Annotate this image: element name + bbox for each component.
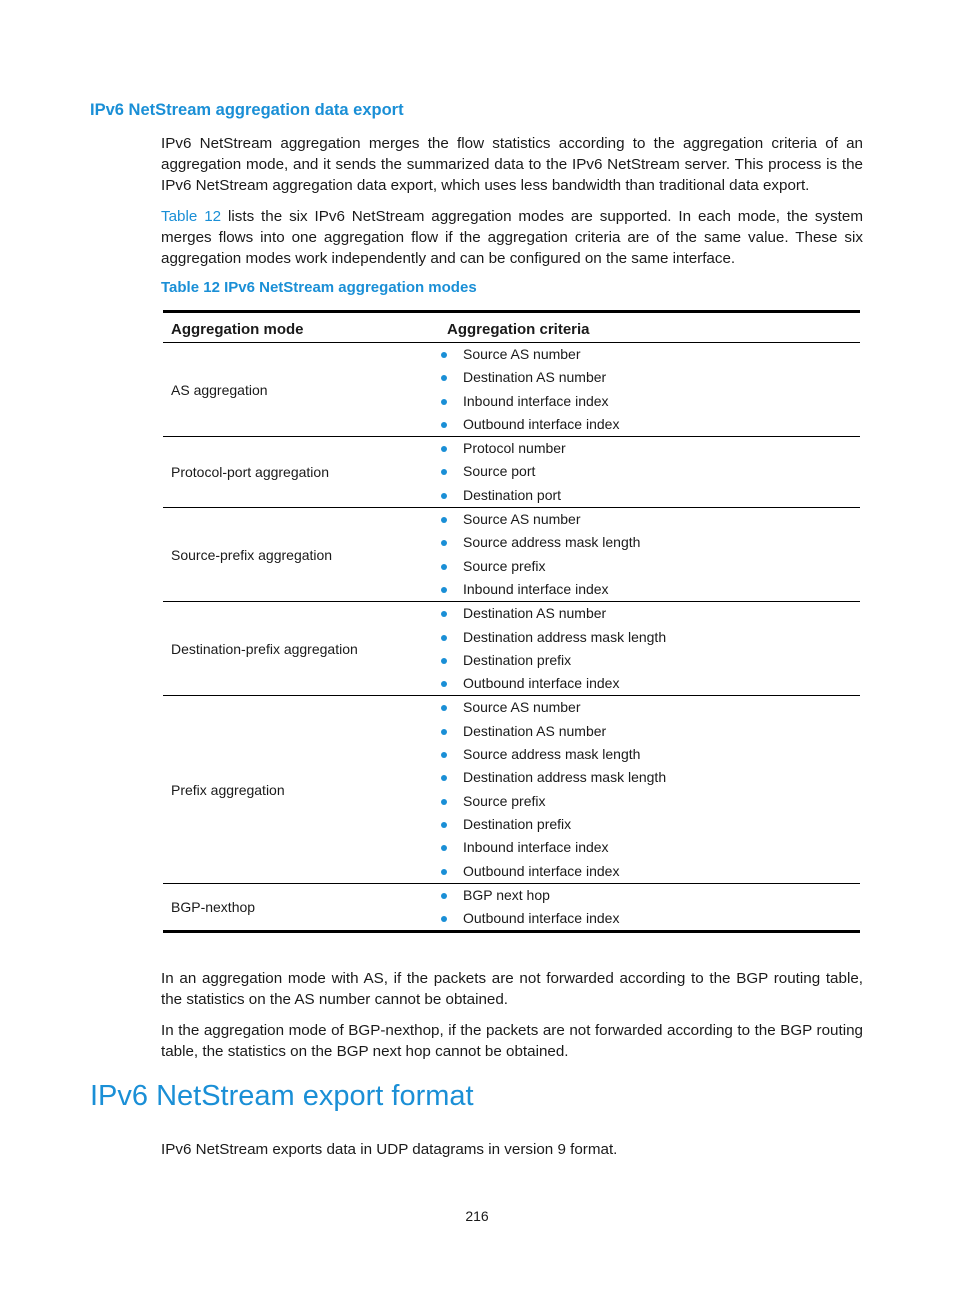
export-format-paragraph: IPv6 NetStream exports data in UDP datagrams in version 9 format. <box>161 1141 618 1158</box>
aggregation-mode-cell: Protocol-port aggregation <box>163 437 439 508</box>
table-row <box>163 437 860 508</box>
criteria-list <box>439 343 852 436</box>
criteria-list-item: Destination AS number <box>439 720 852 743</box>
criteria-list-item: Source port <box>439 460 852 483</box>
note-bgp-paragraph: In the aggregation mode of BGP-nexthop, if the packets are not forwarded according to the BGP routing table, the statistics on the BGP next hop cannot be obtained. <box>161 1022 863 1060</box>
intro-paragraph: IPv6 NetStream aggregation merges the flow statistics according to the aggregation criteria of an aggregation mode, and it sends the summarized data to the IPv6 NetStream server. This process is the IPv6 NetStream aggregation data export, which uses less bandwidth than traditional data export. <box>161 135 863 194</box>
criteria-list-item: Source prefix <box>439 790 852 813</box>
criteria-list-item: Source prefix <box>439 555 852 578</box>
criteria-list-item: Inbound interface index <box>439 390 852 413</box>
aggregation-criteria-cell <box>439 602 860 696</box>
table-reference-paragraph <box>161 206 863 269</box>
aggregation-mode-cell: BGP-nexthop <box>171 899 256 916</box>
aggregation-mode-cell: Source-prefix aggregation <box>163 508 439 602</box>
criteria-list-item: Destination AS number <box>439 602 852 625</box>
criteria-list-item: Protocol number <box>439 437 852 460</box>
criteria-list-item: BGP next hop <box>439 884 852 907</box>
table-caption: Table 12 IPv6 NetStream aggregation modes <box>161 279 477 296</box>
table-row <box>163 883 860 932</box>
page-number: 216 <box>465 1208 489 1224</box>
aggregation-mode-cell: Destination-prefix aggregation <box>163 602 439 696</box>
table-row <box>163 602 860 696</box>
table-row <box>163 343 860 437</box>
table-row <box>163 696 860 883</box>
criteria-list-item: Source address mask length <box>439 531 852 554</box>
criteria-list <box>439 508 852 601</box>
header-aggregation-criteria: Aggregation criteria <box>439 312 860 343</box>
export-format-heading: IPv6 NetStream export format <box>90 1080 474 1112</box>
aggregation-criteria-cell <box>439 696 860 883</box>
criteria-list <box>439 696 852 882</box>
criteria-list-item: Destination address mask length <box>439 766 852 789</box>
criteria-list-item: Destination AS number <box>439 366 852 389</box>
aggregation-mode-cell: Prefix aggregation <box>163 696 439 883</box>
criteria-list-item: Outbound interface index <box>439 907 852 930</box>
criteria-list-item: Destination prefix <box>439 649 852 672</box>
aggregation-mode-cell: AS aggregation <box>163 343 439 437</box>
criteria-list-item: Source AS number <box>439 343 852 366</box>
criteria-list-item: Outbound interface index <box>439 860 852 883</box>
criteria-list-item: Outbound interface index <box>439 413 852 436</box>
aggregation-criteria-cell <box>439 437 860 508</box>
criteria-list-item: Destination address mask length <box>439 626 852 649</box>
aggregation-criteria-cell <box>439 508 860 602</box>
section-heading: IPv6 NetStream aggregation data export <box>90 101 404 119</box>
criteria-list-item: Source AS number <box>439 508 852 531</box>
criteria-list-item: Outbound interface index <box>439 672 852 695</box>
criteria-list-item: Inbound interface index <box>439 836 852 859</box>
criteria-list-item: Inbound interface index <box>439 578 852 601</box>
aggregation-criteria-cell <box>439 343 860 437</box>
table-12-link[interactable]: Table 12 <box>161 208 222 225</box>
aggregation-criteria-cell <box>439 883 860 932</box>
aggregation-modes-table <box>163 310 860 933</box>
criteria-list-item: Source address mask length <box>439 743 852 766</box>
criteria-list-item: Destination prefix <box>439 813 852 836</box>
table-row <box>163 508 860 602</box>
table-reference-text: lists the six IPv6 NetStream aggregation modes are supported. In each mode, the system merges flows into one aggregation flow if the aggregation criteria are of the same value. These six aggregation modes work independently and can be configured on the same interface. <box>161 208 864 267</box>
criteria-list-item: Source AS number <box>439 696 852 719</box>
table-header-row <box>163 312 860 343</box>
criteria-list <box>439 437 852 507</box>
criteria-list <box>439 602 852 695</box>
criteria-list <box>439 884 852 931</box>
header-aggregation-mode: Aggregation mode <box>163 312 439 343</box>
criteria-list-item: Destination port <box>439 484 852 507</box>
note-as-paragraph: In an aggregation mode with AS, if the packets are not forwarded according to the BGP routing table, the statistics on the AS number cannot be obtained. <box>161 970 863 1008</box>
